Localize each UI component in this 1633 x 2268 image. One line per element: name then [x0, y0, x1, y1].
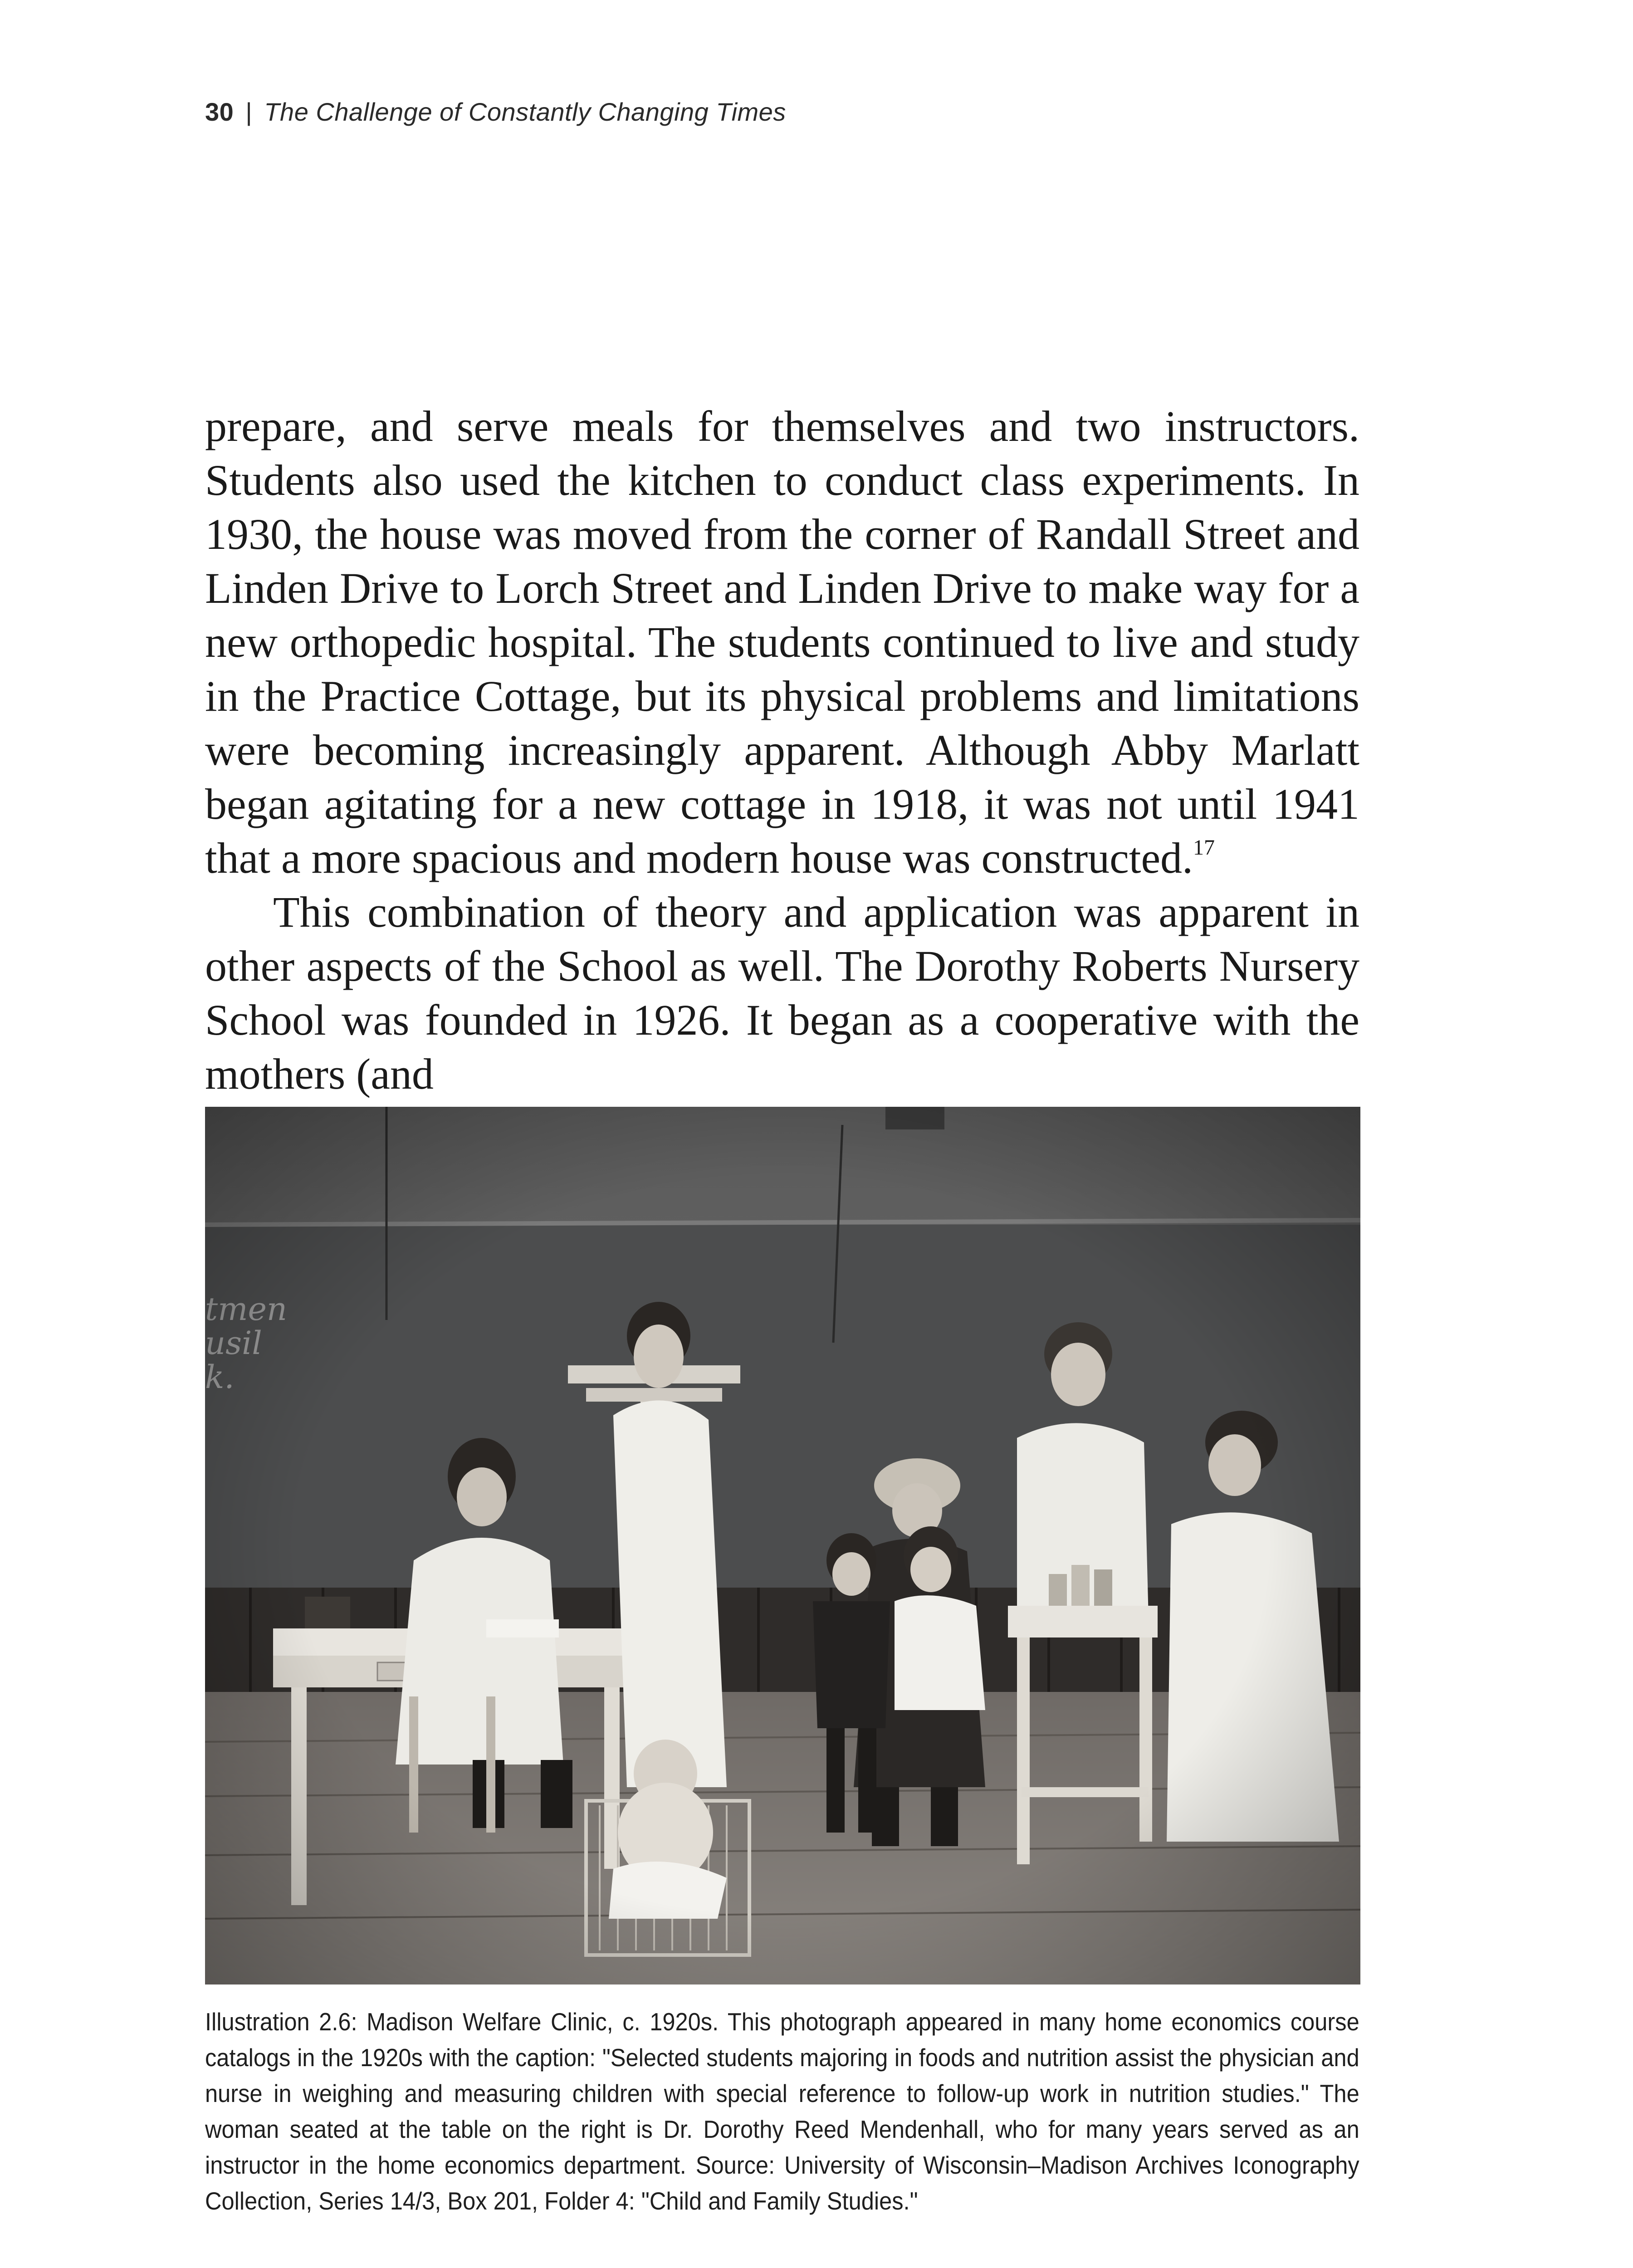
- page-number: 30: [205, 98, 234, 126]
- historical-photograph: [205, 1107, 1360, 1984]
- figure-caption: Illustration 2.6: Madison Welfare Clinic, c. 1920s. This photograph appeared in many home economics course catalogs in the 1920s with the caption: "Selected students majoring in foods and nutrition assist the physician and nurse in weighing and measuring children with special reference to follow-up work in nutrition studies." The woman seated at the table on the right is Dr. Dorothy Reed Mendenhall, who for many years served as an instructor in the home economics department. Source: University of Wisconsin–Madison Archives Iconography Collection, Series 14/3, Box 201, Folder 4: "Child and Family Studies.": [205, 2008, 1359, 2215]
- book-title: The Challenge of Constantly Changing Times: [264, 98, 786, 126]
- running-head: [205, 97, 786, 127]
- paragraph: [205, 399, 1359, 885]
- footnote-reference: 17: [1193, 836, 1215, 860]
- body-text: [205, 399, 1359, 1101]
- paragraph-text: prepare, and serve meals for themselves and two instructors. Students also used the kitchen to conduct class experiments. In 1930, the house was moved from the corner of Randall Street and Linden Drive to Lorch Street and Linden Drive to make way for a new orthopedic hospital. The students continued to live and study in the Practice Cottage, but its physical problems and limitations were becoming increasingly apparent. Although Abby Marlatt began agitating for a new cottage in 1918, it was not until 1941 that a more spacious and modern house was constructed.: [205, 402, 1359, 882]
- header-separator: |: [245, 98, 253, 126]
- photograph-image: [205, 1107, 1360, 1984]
- paragraph: This combination of theory and application was apparent in other aspects of the School as well. The Dorothy Roberts Nursery School was founded in 1926. It began as a cooperative with the mothers (and: [205, 888, 1359, 1098]
